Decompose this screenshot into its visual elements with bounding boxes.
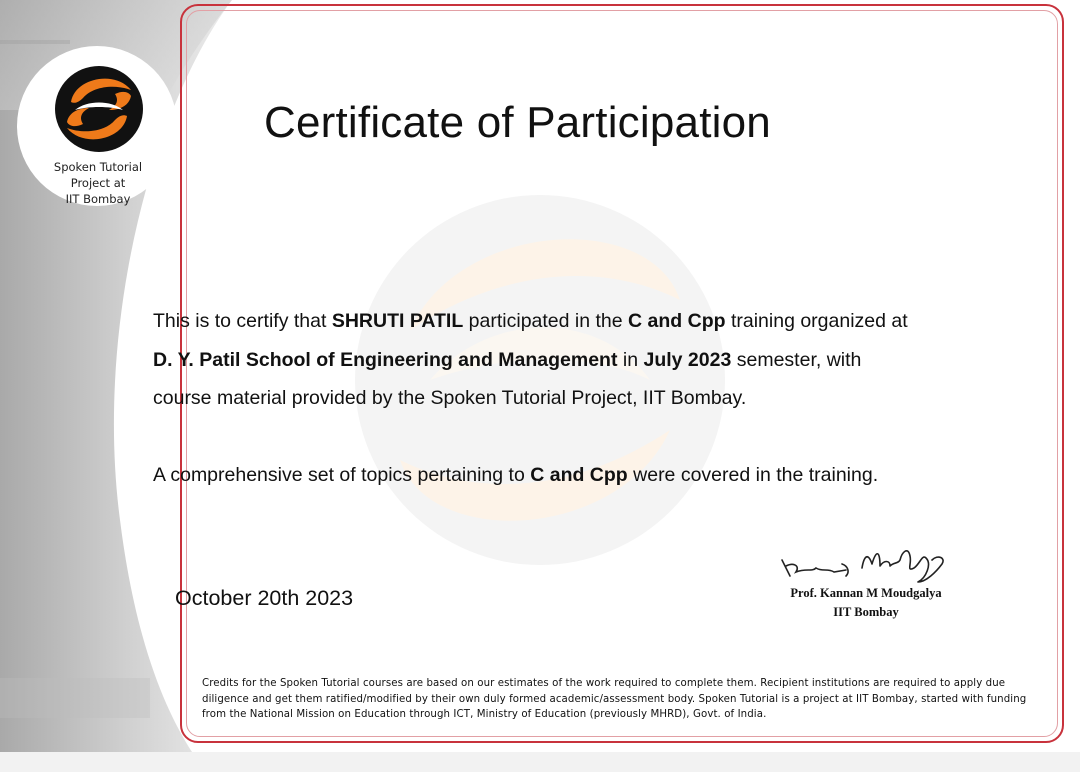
logo-caption-line: Spoken Tutorial [53, 160, 143, 174]
topics-suffix: were covered in the training. [633, 464, 879, 486]
certification-paragraph [153, 302, 908, 418]
logo-caption-line: IIT Bombay [65, 192, 131, 206]
logo-caption [38, 159, 158, 207]
course-name: C and Cpp [628, 310, 726, 332]
signature-image [776, 538, 952, 588]
signatory-name: Prof. Kannan M Moudgalya [790, 586, 942, 600]
certificate-title: Certificate of Participation [264, 98, 771, 147]
bottom-margin [0, 752, 1080, 772]
topics-paragraph [153, 456, 878, 495]
recipient-name: SHRUTI PATIL [331, 310, 464, 332]
logo-caption-line: Project at [70, 176, 126, 190]
participated-text: participated in the [468, 310, 623, 332]
spoken-tutorial-logo-icon [53, 64, 145, 154]
institution-name: D. Y. Patil School of Engineering and Management [153, 348, 618, 371]
topics-course: C and Cpp [530, 464, 628, 486]
credits-note: Credits for the Spoken Tutorial courses are based on our estimates of the work required to complete them. Recipient institutions are required to apply due diligence and get them ratified/modified by their own duly formed academic/assessment body. Spoken Tutorial is a project at IIT Bombay, started with funding from the National Mission on Education through ICT, Ministry of Education (previously MHRD), Govt. of India. [202, 678, 1027, 720]
training-text: training organized at [730, 310, 908, 332]
course-material-text: course material provided by the Spoken Tutorial Project, IIT Bombay. [153, 387, 747, 409]
certification-line-1 [153, 302, 908, 341]
intro-text: This is to certify that [153, 310, 327, 332]
signatory-organization: IIT Bombay [833, 605, 899, 619]
semester-with-text: semester, with [736, 348, 862, 371]
certification-line-2 [153, 341, 908, 380]
topics-prefix: A comprehensive set of topics pertaining to [153, 464, 525, 486]
semester-name: July 2023 [643, 348, 732, 371]
issue-date: October 20th 2023 [175, 586, 354, 610]
in-text: in [622, 348, 639, 371]
